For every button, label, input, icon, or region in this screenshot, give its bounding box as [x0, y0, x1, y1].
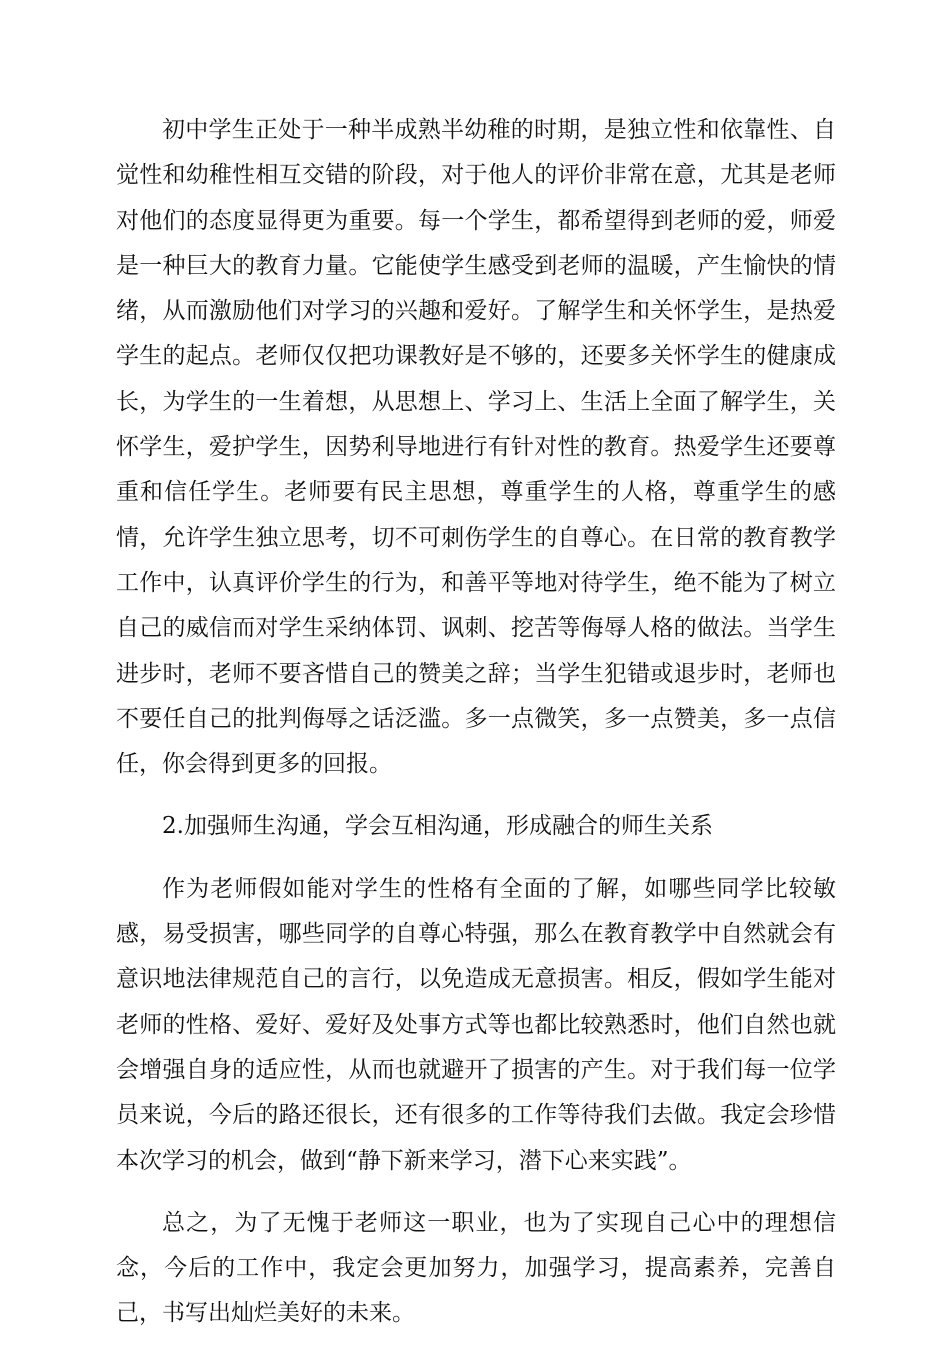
paragraph-conclusion: 总之，为了无愧于老师这一职业，也为了实现自己心中的理想信念，今后的工作中，我定会更加努力，加强学习，提高素养，完善自己，书写出灿烂美好的未来。 — [116, 1209, 836, 1327]
paragraph-teacher-love: 初中学生正处于一种半成熟半幼稚的时期，是独立性和依靠性、自觉性和幼稚性相互交错的阶段，对于他人的评价非常在意，尤其是老师对他们的态度显得更为重要。每一个学生，都希望得到老师的爱，师爱是一种巨大的教育力量。它能使学生感受到老师的温暖，产生愉快的情绪，从而激励他们对学习的兴趣和爱好。了解学生和关怀学生，是热爱学生的起点。老师仅仅把功课教好是不够的，还要多关怀学生的健康成长，为学生的一生着想，从思想上、学习上、生活上全面了解学生，关怀学生，爱护学生，因势利导地进行有针对性的教育。热爱学生还要尊重和信任学生。老师要有民主思想，尊重学生的人格，尊重学生的感情，允许学生独立思考，切不可刺伤学生的自尊心。在日常的教育教学工作中，认真评价学生的行为，和善平等地对待学生，绝不能为了树立自己的威信而对学生采纳体罚、讽刺、挖苦等侮辱人格的做法。当学生进步时，老师不要吝惜自己的赞美之辞；当学生犯错或退步时，老师也不要任自己的批判侮辱之话泛滥。多一点微笑，多一点赞美，多一点信任，你会得到更多的回报。 — [116, 117, 836, 778]
paragraph-communication: 作为老师假如能对学生的性格有全面的了解，如哪些同学比较敏感，易受损害，哪些同学的自尊心特强，那么在教育教学中自然就会有意识地法律规范自己的言行，以免造成无意损害。相反，假如学生能对老师的性格、爱好、爱好及处事方式等也都比较熟悉时，他们自然也就会增强自身的适应性，从而也就避开了损害的产生。对于我们每一位学员来说，今后的路还很长，还有很多的工作等待我们去做。我定会珍惜本次学习的机会，做到“静下新来学习，潜下心来实践”。 — [116, 875, 836, 1174]
section-heading-communication: 2.加强师生沟通，学会互相沟通，形成融合的师生关系 — [162, 813, 713, 840]
document-body — [116, 108, 836, 1354]
